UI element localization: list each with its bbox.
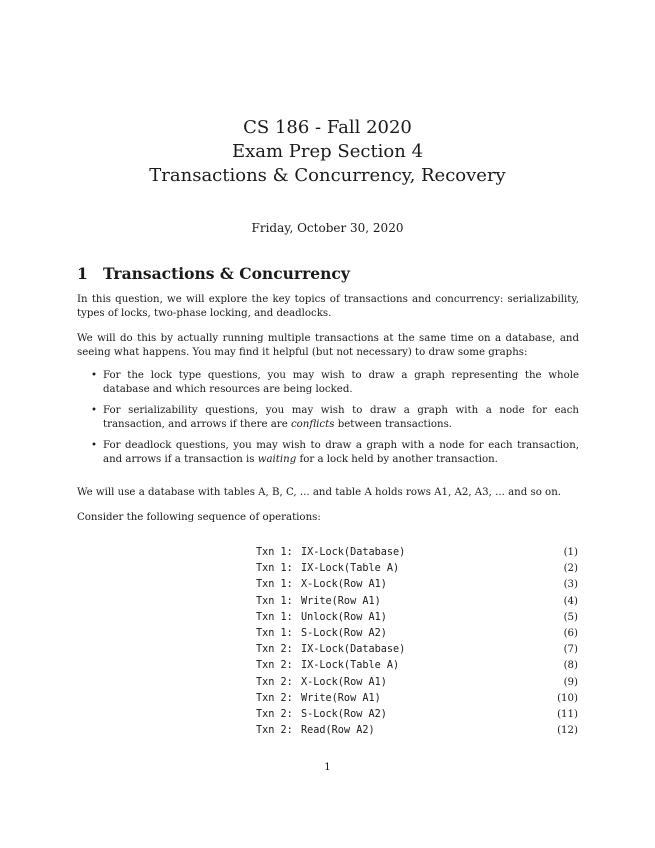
operation-command: X-Lock(Row A1): [301, 676, 387, 688]
operation-command: Write(Row A1): [301, 595, 381, 607]
operation-row: [256, 707, 579, 723]
operation-row: [256, 594, 579, 610]
operation-row: [256, 723, 579, 739]
operation-number: (6): [563, 627, 578, 639]
operation-row: [256, 577, 579, 593]
topic-title: Transactions & Concurrency, Recovery: [149, 165, 506, 186]
operation-txn: Txn 2:: [256, 644, 293, 656]
section-heading: [77, 264, 350, 283]
list-item-emphasis: conflicts: [290, 418, 335, 430]
hint-list: [77, 369, 579, 474]
operation-txn: Txn 1:: [256, 579, 293, 591]
operation-txn: Txn 2:: [256, 660, 293, 672]
course-title: CS 186 - Fall 2020: [243, 117, 412, 138]
operation-txn: Txn 1:: [256, 595, 293, 607]
operation-number: (4): [563, 595, 578, 607]
operation-txn: Txn 2:: [256, 725, 293, 737]
section-number: 1: [77, 264, 88, 283]
list-item: [77, 439, 579, 466]
operation-number: (1): [563, 547, 578, 558]
section-title: Exam Prep Section 4: [231, 141, 424, 162]
approach-paragraph: We will do this by actually running multiple transactions at the same time on a database, and seeing what happens. You may find it helpful (but not necessary) to draw some graphs:: [77, 333, 579, 358]
operation-command: Read(Row A2): [301, 725, 375, 737]
operation-row: [256, 561, 579, 577]
list-item-text-end: for a lock held by another transaction.: [296, 453, 498, 465]
list-item: [77, 404, 579, 431]
operation-command: Unlock(Row A1): [301, 611, 387, 623]
list-item-text: For serializability questions, you may wish to draw a graph with a node for each transaction, and arrows if there are: [103, 405, 579, 430]
operation-txn: Txn 2:: [256, 692, 293, 704]
operation-row: [256, 610, 579, 626]
operation-number: (9): [563, 676, 578, 688]
setup-paragraph: We will use a database with tables A, B, C, ... and table A holds rows A1, A2, A3, ... and so on.: [77, 487, 561, 498]
operation-txn: Txn 1:: [256, 563, 293, 575]
operation-row: [256, 642, 579, 658]
operation-txn: Txn 2:: [256, 708, 293, 720]
operation-command: IX-Lock(Table A): [301, 660, 400, 672]
operation-number: (10): [557, 692, 578, 704]
operation-row: [256, 691, 579, 707]
document-date: Friday, October 30, 2020: [251, 221, 404, 235]
section-title-text: Transactions & Concurrency: [103, 264, 350, 283]
list-item: [77, 369, 579, 396]
operation-number: (7): [563, 644, 578, 656]
list-item-text: For the lock type questions, you may wish to draw a graph representing the whole database and which resources are being locked.: [103, 370, 579, 395]
operation-row: [256, 658, 579, 674]
operation-txn: Txn 1:: [256, 547, 293, 558]
page-number: 1: [324, 761, 331, 773]
operation-command: X-Lock(Row A1): [301, 579, 387, 591]
bullet-icon: •: [91, 440, 98, 451]
operation-command: S-Lock(Row A2): [301, 708, 387, 720]
operation-row: [256, 545, 579, 561]
operation-txn: Txn 1:: [256, 611, 293, 623]
bullet-icon: •: [91, 370, 98, 381]
operation-number: (5): [563, 611, 578, 623]
consider-paragraph: Consider the following sequence of operations:: [77, 512, 321, 523]
operation-number: (2): [563, 563, 578, 575]
operation-command: Write(Row A1): [301, 692, 381, 704]
bullet-icon: •: [91, 405, 98, 416]
list-item-text: For deadlock questions, you may wish to draw a graph with a node for each transaction, and arrows if a transaction is: [103, 440, 579, 465]
operation-txn: Txn 2:: [256, 676, 293, 688]
operation-command: S-Lock(Row A2): [301, 627, 387, 639]
operation-row: [256, 675, 579, 691]
operation-command: IX-Lock(Table A): [301, 563, 400, 575]
operation-number: (3): [563, 579, 578, 591]
operation-number: (8): [563, 660, 578, 672]
operation-command: IX-Lock(Database): [301, 644, 406, 656]
operation-txn: Txn 1:: [256, 627, 293, 639]
operation-row: [256, 626, 579, 642]
operation-number: (12): [557, 725, 578, 737]
list-item-emphasis: waiting: [257, 453, 297, 465]
operation-number: (11): [557, 708, 578, 720]
operation-command: IX-Lock(Database): [301, 547, 406, 558]
operations-list: [256, 545, 579, 739]
intro-paragraph: In this question, we will explore the key topics of transactions and concurrency: serializability, types of locks, two-phase locking, and deadlocks.: [77, 294, 579, 319]
title-block: [0, 116, 655, 188]
list-item-text-end: between transactions.: [334, 418, 453, 430]
